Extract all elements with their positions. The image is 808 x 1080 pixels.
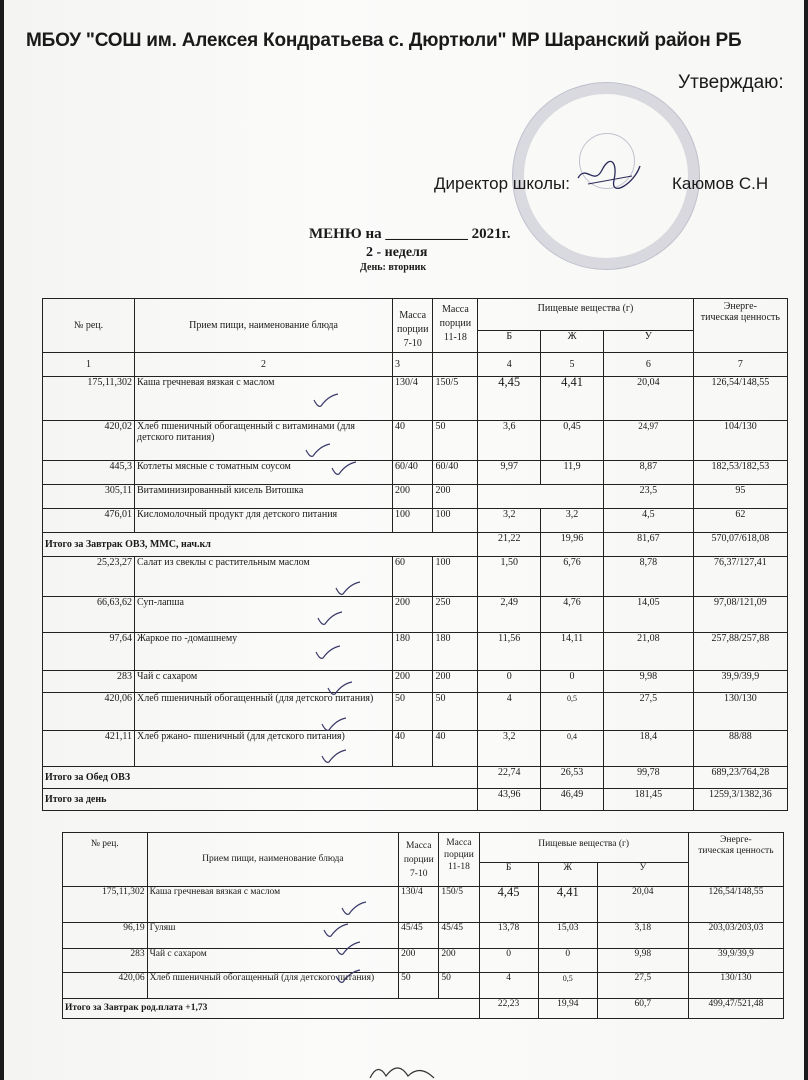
table-row: 420,06 Хлеб пшеничный обогащенный (для детского питания) 50 50 4 0,5 27,5 130/130 — [63, 973, 784, 999]
t2-col-rec-header: № рец. — [63, 833, 148, 887]
col-mass2-header: Масса порции 11-18 — [433, 299, 478, 353]
t2-col-mass1-header: Масса порции 7-10 — [399, 833, 439, 887]
col-mass1-header: Масса порции 7-10 — [393, 299, 433, 353]
school-title: МБОУ "СОШ им. Алексея Кондратьева с. Дюртюли" МР Шаранский район РБ — [26, 30, 742, 51]
director-signature — [574, 158, 644, 190]
director-name: Каюмов С.Н — [672, 174, 769, 193]
total-day-row: Итого за день 43,96 46,49 181,45 1259,3/1382,36 — [43, 789, 788, 811]
document-sheet — [4, 0, 804, 1080]
t2-col-dish-header: Прием пищи, наименование блюда — [147, 833, 399, 887]
menu-table-paid — [62, 832, 784, 1019]
check-mark-icon — [334, 580, 362, 598]
column-number-row: 1 2 3 4 5 6 7 — [43, 353, 788, 377]
table-row: 420,06 Хлеб пшеничный обогащенный (для детского питания) 50 50 4 0,5 27,5 130/130 — [43, 693, 788, 731]
t2-col-nutrients-header: Пищевые вещества (г) — [479, 833, 688, 863]
table-row: 283 Чай с сахаром 200 200 0 0 9,98 39,9/39,9 — [43, 671, 788, 693]
table-row: 476,01 Кисломолочный продукт для детского питания 100 100 3,2 3,2 4,5 62 — [43, 509, 788, 533]
total-breakfast-row: Итого за Завтрак ОВЗ, ММС, нач.кл 21,22 19,96 81,67 570,07/618,08 — [43, 533, 788, 557]
check-mark-icon — [320, 716, 348, 734]
table-row: 96,19 Гуляш 45/45 45/45 13,78 15,03 3,18 203,03/203,03 — [63, 923, 784, 949]
day-label: День: вторник — [360, 262, 427, 273]
table-row: 66,63,62 Суп-лапша 200 250 2,49 4,76 14,05 97,08/121,09 — [43, 597, 788, 633]
table-row: 97,64 Жаркое по -домашнему 180 180 11,56 14,11 21,08 257,88/257,88 — [43, 633, 788, 671]
table-row: 445,3 Котлеты мясные с томатным соусом 60/40 60/40 9,97 11,9 8,87 182,53/182,53 — [43, 461, 788, 485]
check-mark-icon — [312, 392, 340, 410]
director-label: Директор школы: — [434, 174, 570, 193]
check-mark-icon — [340, 900, 368, 918]
table-row: 420,02 Хлеб пшеничный обогащенный с витаминами (для детского питания) 40 50 3,6 0,45 24,97 104/130 — [43, 421, 788, 461]
col-u-header: У — [603, 331, 693, 353]
check-mark-icon — [334, 940, 362, 958]
col-zh-header: Ж — [541, 331, 604, 353]
check-mark-icon — [316, 610, 344, 628]
check-mark-icon — [334, 968, 362, 986]
check-mark-icon — [320, 748, 348, 766]
col-nutrients-header: Пищевые вещества (г) — [478, 299, 693, 331]
t2-col-u-header: У — [597, 863, 688, 887]
t2-col-mass2-header: Масса порции 11-18 — [439, 833, 479, 887]
table-row: 305,11 Витаминизированный кисель Витошка 200 200 23,5 95 — [43, 485, 788, 509]
check-mark-icon — [314, 644, 342, 662]
t2-col-b-header: Б — [479, 863, 538, 887]
col-b-header: Б — [478, 331, 541, 353]
total-lunch-row: Итого за Обед ОВЗ 22,74 26,53 99,78 689,23/764,28 — [43, 767, 788, 789]
total-paid-row: Итого за Завтрак род.плата +1,73 22,23 19,94 60,7 499,47/521,48 — [63, 999, 784, 1019]
col-rec-header: № рец. — [43, 299, 135, 353]
menu-table-main — [42, 298, 788, 811]
menu-title: МЕНЮ на ___________ 2021г. — [309, 226, 511, 242]
week-label: 2 - неделя — [366, 245, 428, 260]
check-mark-icon — [322, 922, 350, 940]
table-row: 283 Чай с сахаром 200 200 0 0 9,98 39,9/39,9 — [63, 949, 784, 973]
table-row: 175,11,302 Каша гречневая вязкая с маслом 130/4 150/5 4,45 4,41 20,04 126,54/148,55 — [43, 377, 788, 421]
check-mark-icon — [304, 442, 332, 460]
table-row: 175,11,302 Каша гречневая вязкая с маслом 130/4 150/5 4,45 4,41 20,04 126,54/148,55 — [63, 887, 784, 923]
t2-col-energy-header: Энерге- тическая ценность — [688, 833, 783, 887]
t2-col-zh-header: Ж — [538, 863, 597, 887]
table-row: 25,23,27 Салат из свеклы с растительным маслом 60 100 1,50 6,76 8,78 76,37/127,41 — [43, 557, 788, 597]
table-row: 421,11 Хлеб ржано- пшеничный (для детского питания) 40 40 3,2 0,4 18,4 88/88 — [43, 731, 788, 767]
handwritten-mark-icon — [364, 1058, 444, 1080]
col-dish-header: Прием пищи, наименование блюда — [135, 299, 393, 353]
check-mark-icon — [330, 460, 358, 478]
approve-label: Утверждаю: — [678, 72, 784, 93]
check-mark-icon — [326, 680, 354, 698]
col-energy-header: Энерге- тическая ценность — [693, 299, 787, 353]
